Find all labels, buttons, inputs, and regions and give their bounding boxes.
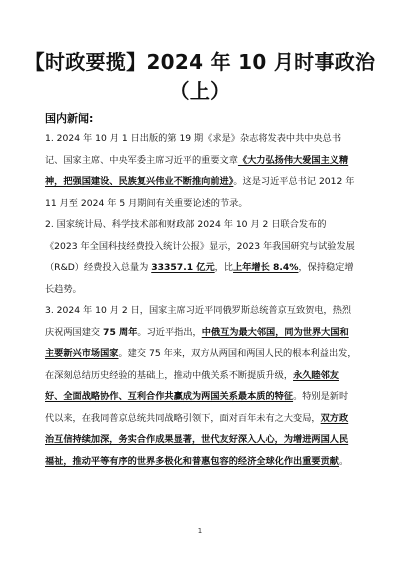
news-3-contribution: 双方政治互信持续加深，务实合作成果显著，世代友好深入人心，为增进两国人民福祉，推动平等有序的世界多极化和普惠包容的经济全球化作出重要贡献	[45, 412, 349, 467]
article-body	[45, 128, 357, 472]
news-item-3	[45, 300, 357, 472]
news-1-text-end: 。这是习近平总书记 2012 年 11 月至 2024 年 5 月期间有关重要论述的节录。	[45, 176, 355, 209]
news-3-relationship: 永久睦邻友好、全面战略协作、互利合作共赢成为两国关系最本质的特征	[45, 369, 339, 402]
page-number: 1	[197, 527, 203, 535]
news-item-1	[45, 128, 357, 214]
title-line-1: 【时政要揽】2024 年 10 月时事政治	[24, 50, 376, 74]
news-3-neighbors: 中俄互为最大邻国，同为世界大国和主要新兴市场国家	[45, 326, 349, 359]
news-2-rd-total: 33357.1 亿元	[151, 262, 215, 273]
news-2-text: 2. 国家统计局、科学技术部和财政部 2024 年 10 月 2 日联合发布的《2023 年全国科技经费投入统计公报》显示，2023 年我国研究与试验发展（R&D）经费投入总量为	[45, 219, 355, 273]
news-1-text: 1. 2024 年 10 月 1 日出版的第 19 期《求是》杂志将发表中共中央总书记、国家主席、中央军委主席习近平的重要文章	[45, 133, 342, 166]
news-2-text-end: ，保持稳定增长趋势。	[45, 262, 354, 295]
news-2-growth: 上年增长 8.4%	[233, 262, 299, 273]
news-2-text-mid: ，比	[214, 262, 234, 273]
news-3-text: 3. 2024 年 10 月 2 日，国家主席习近平同俄罗斯总统普京互致贺电，热烈庆祝两国建交	[45, 305, 352, 338]
news-item-2	[45, 214, 357, 300]
section-heading: 国内新闻:	[45, 112, 94, 125]
news-3-text-4: 。特别是新时代以来，在我同普京总统共同战略引领下，面对百年未有之大变局，	[45, 391, 349, 424]
page-title	[0, 48, 400, 106]
news-3-text-end: 。	[339, 455, 349, 467]
news-3-text-3: 。建交 75 年来，双方从两国和两国人民的根本利益出发，在深刻总结历史经验的基础上，推动中俄关系不断提质升级，	[45, 348, 357, 381]
title-line-2: （上）	[169, 79, 231, 103]
news-1-article-title: 《大力弘扬伟大爱国主义精神，把强国建设、民族复兴伟业不断推向前进》	[45, 154, 349, 187]
news-3-anniversary: 75 周年	[103, 326, 138, 338]
news-3-text-2: 。习近平指出，	[137, 326, 202, 338]
